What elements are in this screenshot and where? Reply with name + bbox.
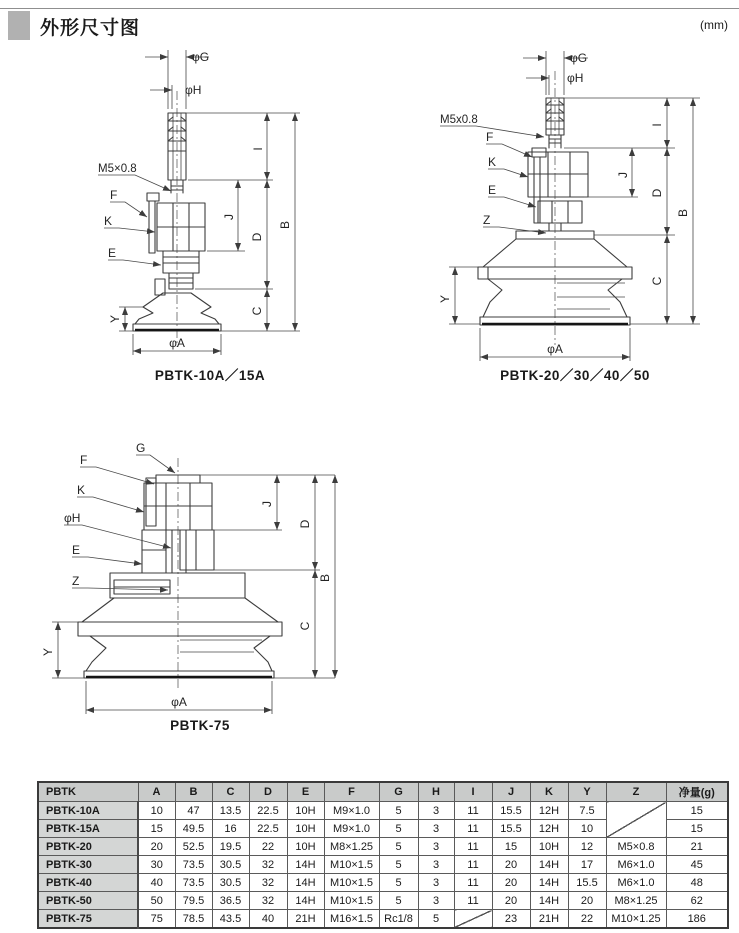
table-cell: 15 <box>138 820 175 838</box>
table-cell: 10H <box>287 838 324 856</box>
table-cell: 5 <box>379 892 418 910</box>
table-cell: 11 <box>454 838 492 856</box>
table-cell: M5×0.8 <box>606 838 666 856</box>
dim-label-phi-g: φG <box>570 51 588 65</box>
dim-label-phi-a: φA <box>547 342 563 356</box>
table-cell: 15.5 <box>492 802 530 820</box>
table-cell: M9×1.0 <box>324 820 379 838</box>
table-cell: 21H <box>530 910 568 929</box>
table-cell: M6×1.0 <box>606 856 666 874</box>
dim-label-c: C <box>650 276 664 286</box>
table-cell: 73.5 <box>175 856 212 874</box>
row-header: PBTK-75 <box>38 910 138 929</box>
dim-label-phi-g: φG <box>192 50 210 64</box>
table-cell: 14H <box>287 892 324 910</box>
column-header: B <box>175 782 212 802</box>
dimension-lines <box>449 51 700 361</box>
table-cell: 10H <box>287 820 324 838</box>
dim-label-d: D <box>298 519 312 529</box>
column-header: H <box>418 782 454 802</box>
table-cell: 11 <box>454 802 492 820</box>
table-row <box>38 874 728 892</box>
table-cell: 36.5 <box>212 892 249 910</box>
table-cell: 12H <box>530 820 568 838</box>
part-outline <box>78 475 282 678</box>
table-cell: M10×1.25 <box>606 910 666 929</box>
table-cell: 15 <box>666 802 728 820</box>
table-cell: M8×1.25 <box>606 892 666 910</box>
table-row <box>38 910 728 929</box>
diagonal-cell <box>454 910 492 929</box>
column-header: Z <box>606 782 666 802</box>
table-cell: 14H <box>287 874 324 892</box>
table-header-row <box>38 782 728 802</box>
table-cell: 43.5 <box>212 910 249 929</box>
row-header: PBTK-20 <box>38 838 138 856</box>
dim-label-j: J <box>222 214 236 220</box>
table-cell: 32 <box>249 874 287 892</box>
table-cell: 62 <box>666 892 728 910</box>
table-cell: 23 <box>492 910 530 929</box>
column-header: K <box>530 782 568 802</box>
table-row <box>38 838 728 856</box>
dim-label-phi-h: φH <box>64 511 81 525</box>
table-cell: 3 <box>418 820 454 838</box>
table-cell: M8×1.25 <box>324 838 379 856</box>
part-label-f: F <box>110 188 118 202</box>
table-cell: 11 <box>454 820 492 838</box>
diagram-caption: PBTK-75 <box>170 718 230 733</box>
table-cell: 40 <box>249 910 287 929</box>
table-cell: 10 <box>138 802 175 820</box>
column-header: I <box>454 782 492 802</box>
table-row <box>38 802 728 820</box>
table-cell: 21 <box>666 838 728 856</box>
table-cell: 50 <box>138 892 175 910</box>
row-header: PBTK-30 <box>38 856 138 874</box>
table-cell: 32 <box>249 892 287 910</box>
table-cell: 12 <box>568 838 606 856</box>
row-header: PBTK-40 <box>38 874 138 892</box>
table-cell: 79.5 <box>175 892 212 910</box>
table-cell: 20 <box>492 892 530 910</box>
part-label-k: K <box>488 155 497 169</box>
table-cell: 15.5 <box>568 874 606 892</box>
table-cell: 15.5 <box>492 820 530 838</box>
dim-label-y: Y <box>438 294 452 304</box>
table-cell: M9×1.0 <box>324 802 379 820</box>
column-header: E <box>287 782 324 802</box>
table-cell: 14H <box>530 892 568 910</box>
table-cell: 14H <box>530 874 568 892</box>
table-cell: 22 <box>568 910 606 929</box>
table-cell: 3 <box>418 802 454 820</box>
header-rule <box>0 8 739 9</box>
table-cell: 10H <box>287 802 324 820</box>
dim-label-g: G <box>136 441 146 455</box>
table-cell: 30.5 <box>212 856 249 874</box>
table-cell: 10H <box>530 838 568 856</box>
dim-label-b: B <box>278 220 292 230</box>
diagonal-cell <box>606 802 666 838</box>
table-cell: 21H <box>287 910 324 929</box>
table-cell: 5 <box>379 856 418 874</box>
dim-label-y: Y <box>41 647 55 657</box>
table-cell: 11 <box>454 874 492 892</box>
table-cell: 11 <box>454 892 492 910</box>
dim-label-c: C <box>250 306 264 316</box>
thread-label: M5x0.8 <box>440 114 478 126</box>
table-cell: 40 <box>138 874 175 892</box>
table-cell: 47 <box>175 802 212 820</box>
table-cell: 3 <box>418 838 454 856</box>
table-cell: 13.5 <box>212 802 249 820</box>
dim-label-i: I <box>251 147 265 151</box>
table-cell: 5 <box>379 874 418 892</box>
pbtk-20-30-40-50-drawing <box>430 45 720 375</box>
column-header: C <box>212 782 249 802</box>
row-header: PBTK-10A <box>38 802 138 820</box>
table-cell: 7.5 <box>568 802 606 820</box>
table-cell: 16 <box>212 820 249 838</box>
column-header: Y <box>568 782 606 802</box>
column-header: A <box>138 782 175 802</box>
dim-label-y: Y <box>108 314 122 324</box>
column-header: F <box>324 782 379 802</box>
dim-label-b: B <box>676 208 690 218</box>
pbtk-10a-15a-drawing <box>95 45 325 375</box>
column-header: PBTK <box>38 782 138 802</box>
table-cell: 30 <box>138 856 175 874</box>
dim-label-phi-h: φH <box>567 71 584 85</box>
table-cell: 52.5 <box>175 838 212 856</box>
part-label-e: E <box>72 543 81 557</box>
part-label-k: K <box>104 214 113 228</box>
section-marker-square <box>8 11 30 40</box>
table-cell: 14H <box>530 856 568 874</box>
table-cell: 3 <box>418 892 454 910</box>
table-row <box>38 856 728 874</box>
table-cell: 5 <box>379 820 418 838</box>
table-cell: M6×1.0 <box>606 874 666 892</box>
table-cell: 14H <box>287 856 324 874</box>
table-cell: 15 <box>492 838 530 856</box>
page-title: 外形尺寸图 <box>40 18 141 39</box>
dim-label-j: J <box>616 172 630 178</box>
dim-label-phi-a: φA <box>169 336 185 350</box>
part-label-z: Z <box>72 574 80 588</box>
table-cell: 49.5 <box>175 820 212 838</box>
table-cell: 5 <box>379 802 418 820</box>
table-cell: 20 <box>568 892 606 910</box>
dim-label-phi-h: φH <box>185 83 202 97</box>
table-cell: 48 <box>666 874 728 892</box>
part-label-f: F <box>80 453 88 467</box>
table-cell: 19.5 <box>212 838 249 856</box>
dim-label-i: I <box>650 123 664 127</box>
thread-label: M5×0.8 <box>98 163 137 175</box>
dim-label-d: D <box>250 232 264 242</box>
pbtk-75-drawing <box>30 430 380 730</box>
unit-label: (mm) <box>700 18 728 32</box>
dim-label-d: D <box>650 188 664 198</box>
table-cell: 45 <box>666 856 728 874</box>
part-label-z: Z <box>483 213 491 227</box>
table-cell: M10×1.5 <box>324 892 379 910</box>
diagram-caption: PBTK-10A／15A <box>154 368 266 383</box>
table-cell: 10 <box>568 820 606 838</box>
table-cell: 3 <box>418 874 454 892</box>
table-cell: Rc1/8 <box>379 910 418 929</box>
table-cell: 3 <box>418 856 454 874</box>
table-cell: 5 <box>379 838 418 856</box>
table-cell: 15 <box>666 820 728 838</box>
column-header: J <box>492 782 530 802</box>
table-cell: M16×1.5 <box>324 910 379 929</box>
table-cell: 11 <box>454 856 492 874</box>
table-cell: 20 <box>138 838 175 856</box>
column-header: G <box>379 782 418 802</box>
table-cell: 5 <box>418 910 454 929</box>
table-cell: 17 <box>568 856 606 874</box>
table-cell: 78.5 <box>175 910 212 929</box>
table-cell: 22.5 <box>249 802 287 820</box>
table-cell: 32 <box>249 856 287 874</box>
dim-label-phi-a: φA <box>171 695 187 709</box>
table-cell: 73.5 <box>175 874 212 892</box>
dimension-table <box>37 781 729 929</box>
table-cell: 22 <box>249 838 287 856</box>
column-header: D <box>249 782 287 802</box>
table-cell: 20 <box>492 856 530 874</box>
part-label-e: E <box>108 246 117 260</box>
row-header: PBTK-15A <box>38 820 138 838</box>
dim-label-b: B <box>318 573 332 583</box>
part-label-k: K <box>77 483 86 497</box>
table-cell: 12H <box>530 802 568 820</box>
table-cell: 20 <box>492 874 530 892</box>
table-cell: 30.5 <box>212 874 249 892</box>
table-cell: M10×1.5 <box>324 874 379 892</box>
table-row <box>38 892 728 910</box>
part-label-f: F <box>486 130 494 144</box>
table-cell: 186 <box>666 910 728 929</box>
row-header: PBTK-50 <box>38 892 138 910</box>
diagram-caption: PBTK-20／30／40／50 <box>500 368 650 383</box>
part-label-e: E <box>488 183 497 197</box>
table-cell: M10×1.5 <box>324 856 379 874</box>
table-cell: 22.5 <box>249 820 287 838</box>
dim-label-c: C <box>298 621 312 631</box>
table-cell: 75 <box>138 910 175 929</box>
column-header: 净量(g) <box>666 782 728 802</box>
dim-label-j: J <box>260 501 274 507</box>
